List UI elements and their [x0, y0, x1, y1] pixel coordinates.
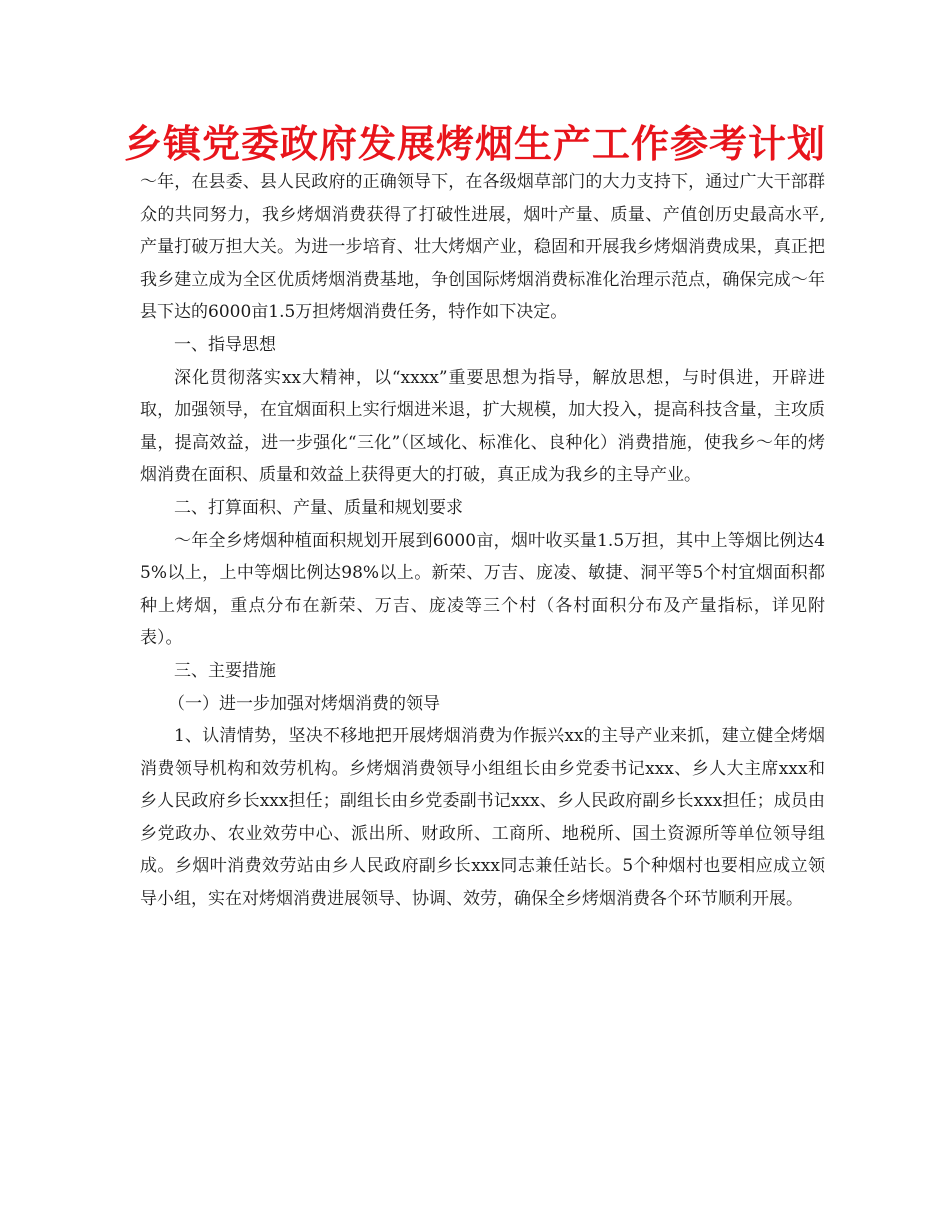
leadership-paragraph: 1、认清情势，坚决不移地把开展烤烟消费为作振兴xx的主导产业来抓，建立健全烤烟消费领导机构和效劳机构。乡烤烟消费领导小组组长由乡党委书记xxx、乡人大主席xxx和乡人民政府乡长xxx担任；副组长由乡党委副书记xxx、乡人民政府副乡长xxx担任；成员由乡党政办、农业效劳中心、派出所、财政所、工商所、地税所、国土资源所等单位领导组成。乡烟叶消费效劳站由乡人民政府副乡长xxx同志兼任站长。5个种烟村也要相应成立领导小组，实在对烤烟消费进展领导、协调、效劳，确保全乡烤烟消费各个环节顺利开展。: [140, 726, 825, 910]
intro-paragraph: ～年，在县委、县人民政府的正确领导下，在各级烟草部门的大力支持下，通过广大干部群众的共同努力，我乡烤烟消费获得了打破性进展，烟叶产量、质量、产值创历史最高水平,产量打破万担大关。为进一步培育、壮大烤烟产业，稳固和开展我乡烤烟消费成果，真正把我乡建立成为全区优质烤烟消费基地，争创国际烤烟消费标准化治理示范点，确保完成～年县下达的6000亩1.5万担烤烟消费任务，特作如下决定。: [140, 172, 825, 323]
planning-paragraph: ～年全乡烤烟种植面积规划开展到6000亩，烟叶收买量1.5万担，其中上等烟比例达45%以上，上中等烟比例达98%以上。新荣、万吉、庞凌、敏捷、洞平等5个村宜烟面积都种上烤烟，重点分布在新荣、万吉、庞凌等三个村（各村面积分布及产量指标，详见附表）。: [140, 530, 825, 649]
section-heading-guiding-ideology: 一、指导思想: [174, 334, 276, 355]
section-heading-planning: 二、打算面积、产量、质量和规划要求: [174, 497, 463, 518]
subsection-heading-leadership: （一）进一步加强对烤烟消费的领导: [168, 693, 440, 714]
document-title: 乡镇党委政府发展烤烟生产工作参考计划: [123, 122, 826, 166]
section-heading-measures: 三、主要措施: [174, 660, 276, 681]
guiding-ideology-paragraph: 深化贯彻落实xx大精神，以“xxxx”重要思想为指导，解放思想，与时俱进，开辟进取，加强领导，在宜烟面积上实行烟进米退，扩大规模，加大投入，提高科技含量，主攻质量，提高效益，进一步强化“三化”（区域化、标准化、良种化）消费措施，使我乡～年的烤烟消费在面积、质量和效益上获得更大的打破，真正成为我乡的主导产业。: [140, 367, 825, 486]
document-body: [140, 166, 825, 916]
